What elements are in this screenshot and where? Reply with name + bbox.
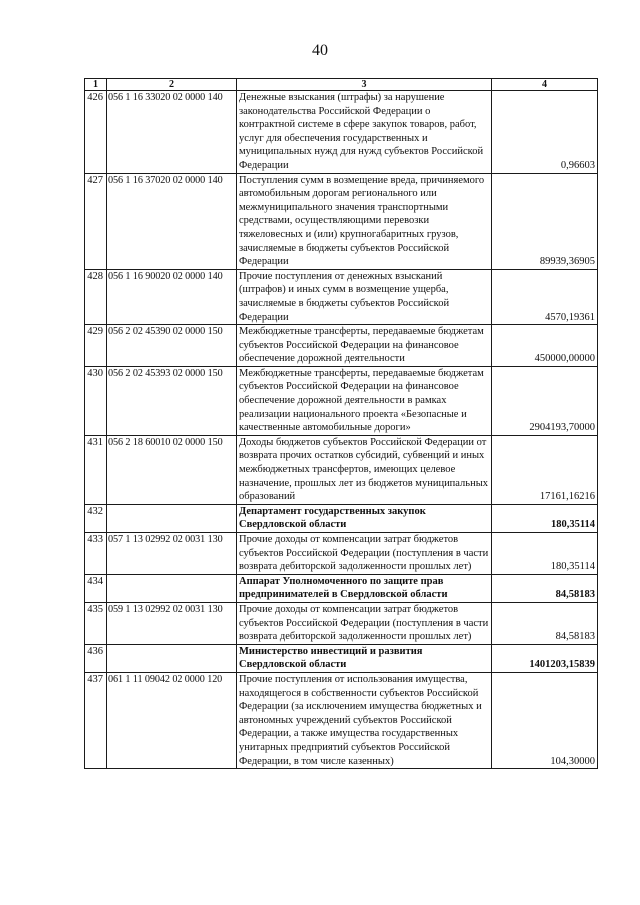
budget-code: 056 1 16 90020 02 0000 140 [107, 269, 237, 324]
revenue-description: Денежные взыскания (штрафы) за нарушение законодательства Российской Федерации о контрактной системе в сфере закупок товаров, работ, услуг для обеспечения государственных и муниципальных нужд для нужд субъектов Российской Федерации [237, 91, 492, 174]
budget-code: 056 2 02 45393 02 0000 150 [107, 366, 237, 435]
department-row [85, 574, 598, 602]
table-row [85, 366, 598, 435]
budget-code: 056 2 02 45390 02 0000 150 [107, 325, 237, 367]
amount: 17161,16216 [492, 435, 598, 504]
revenue-description: Доходы бюджетов субъектов Российской Федерации от возврата прочих остатков субсидий, субвенций и иных межбюджетных трансфертов, имеющих целевое назначение, прошлых лет из бюджетов муниципальных образований [237, 435, 492, 504]
revenue-description: Прочие доходы от компенсации затрат бюджетов субъектов Российской Федерации (поступления в части возврата дебиторской задолженности прошлых лет) [237, 533, 492, 575]
table-row [85, 435, 598, 504]
budget-code [107, 644, 237, 672]
table-row [85, 173, 598, 269]
amount: 84,58183 [492, 602, 598, 644]
row-number: 426 [85, 91, 107, 174]
budget-code: 061 1 11 09042 02 0000 120 [107, 672, 237, 768]
row-number: 428 [85, 269, 107, 324]
row-number: 431 [85, 435, 107, 504]
row-number: 427 [85, 173, 107, 269]
row-number: 435 [85, 602, 107, 644]
amount: 104,30000 [492, 672, 598, 768]
table-row [85, 325, 598, 367]
amount: 89939,36905 [492, 173, 598, 269]
revenue-table [84, 78, 598, 769]
budget-code [107, 574, 237, 602]
department-name: Министерство инвестиций и развития Свердловской области [237, 644, 492, 672]
revenue-description: Межбюджетные трансферты, передаваемые бюджетам субъектов Российской Федерации на финансовое обеспечение дорожной деятельности в рамках реализации национального проекта «Безопасные и качественные автомобильные дороги» [237, 366, 492, 435]
amount: 4570,19361 [492, 269, 598, 324]
department-name: Аппарат Уполномоченного по защите прав предпринимателей в Свердловской области [237, 574, 492, 602]
column-header: 3 [237, 79, 492, 91]
table-row [85, 91, 598, 174]
department-total: 180,35114 [492, 504, 598, 532]
department-total: 1401203,15839 [492, 644, 598, 672]
amount: 450000,00000 [492, 325, 598, 367]
row-number: 432 [85, 504, 107, 532]
table-row [85, 672, 598, 768]
department-total: 84,58183 [492, 574, 598, 602]
budget-code: 059 1 13 02992 02 0031 130 [107, 602, 237, 644]
budget-code: 056 2 18 60010 02 0000 150 [107, 435, 237, 504]
table-row [85, 269, 598, 324]
table-row [85, 533, 598, 575]
budget-code: 057 1 13 02992 02 0031 130 [107, 533, 237, 575]
column-header: 2 [107, 79, 237, 91]
revenue-description: Прочие поступления от использования имущества, находящегося в собственности субъектов Российской Федерации (за исключением имущества бюджетных и автономных учреждений субъектов Российской Федерации, а также имущества государственных унитарных предприятий субъектов Российской Федерации, в том числе казенных) [237, 672, 492, 768]
revenue-description: Межбюджетные трансферты, передаваемые бюджетам субъектов Российской Федерации на финансовое обеспечение дорожной деятельности [237, 325, 492, 367]
budget-code: 056 1 16 37020 02 0000 140 [107, 173, 237, 269]
department-row [85, 644, 598, 672]
revenue-description: Поступления сумм в возмещение вреда, причиняемого автомобильным дорогам регионального или межмуниципального значения транспортными средствами, осуществляющими перевозки тяжеловесных и (или) крупногабаритных грузов, зачисляемые в бюджеты субъектов Российской Федерации [237, 173, 492, 269]
amount: 2904193,70000 [492, 366, 598, 435]
budget-code [107, 504, 237, 532]
department-row [85, 504, 598, 532]
row-number: 430 [85, 366, 107, 435]
row-number: 436 [85, 644, 107, 672]
revenue-description: Прочие поступления от денежных взысканий (штрафов) и иных сумм в возмещение ущерба, зачисляемые в бюджеты субъектов Российской Федерации [237, 269, 492, 324]
department-name: Департамент государственных закупок Свердловской области [237, 504, 492, 532]
row-number: 429 [85, 325, 107, 367]
column-header: 1 [85, 79, 107, 91]
table-row [85, 602, 598, 644]
amount: 0,96603 [492, 91, 598, 174]
row-number: 434 [85, 574, 107, 602]
column-header: 4 [492, 79, 598, 91]
row-number: 433 [85, 533, 107, 575]
amount: 180,35114 [492, 533, 598, 575]
budget-code: 056 1 16 33020 02 0000 140 [107, 91, 237, 174]
row-number: 437 [85, 672, 107, 768]
revenue-description: Прочие доходы от компенсации затрат бюджетов субъектов Российской Федерации (поступления в части возврата дебиторской задолженности прошлых лет) [237, 602, 492, 644]
table-header [85, 79, 598, 91]
page-number: 40 [312, 42, 328, 59]
